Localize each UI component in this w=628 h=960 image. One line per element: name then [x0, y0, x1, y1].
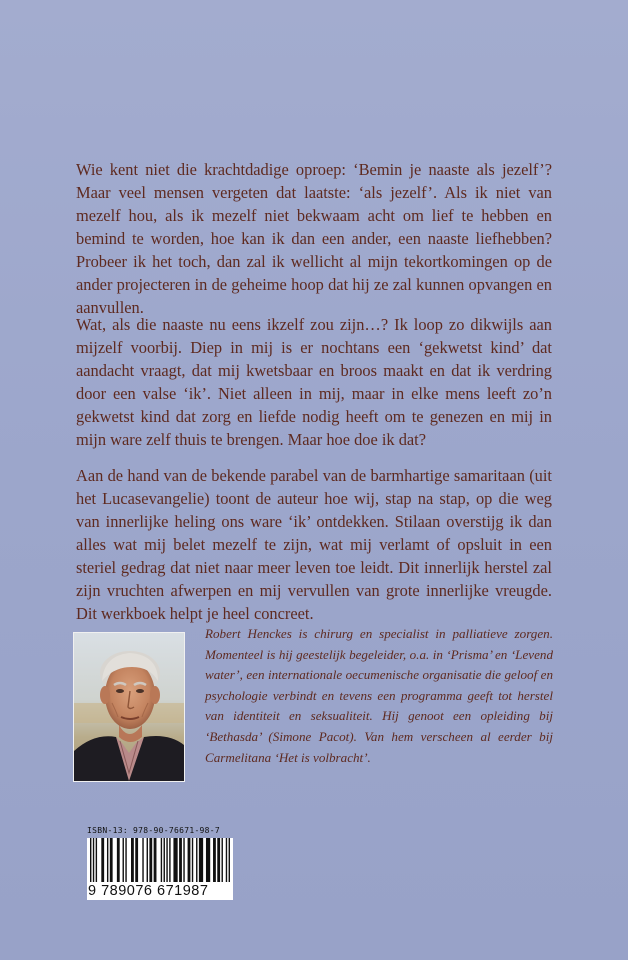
barcode-digits: 9 789076 671987	[87, 882, 233, 900]
isbn-label: ISBN-13: 978-90-76671-98-7	[87, 826, 221, 835]
blurb-paragraph-3: Aan de hand van de bekende parabel van de barmhartige samaritaan (uit het Lucasevangelie) toont de auteur hoe wij, stap na stap, op die weg van innerlijke heling ons ware ‘ik’ ontdekken. Stilaan overstijg ik dan alles wat mij belet mezelf te zijn, wat mij verlamt of opsluit in een steriel gedrag dat niet naar meer leven toe leidt. Dit innerlijk herstel zal zijn vruchten afwerpen en mij vervullen van grote innerlijke vreugde. Dit werkboek helpt je heel concreet.	[76, 466, 552, 623]
barcode-image	[87, 838, 233, 884]
author-photo	[73, 632, 185, 782]
blurb-paragraph-2: Wat, als die naaste nu eens ikzelf zou zijn…? Ik loop zo dikwijls aan mijzelf voorbij. Diep in mij is er nochtans een ‘gekwetst kind’ dat aandacht vraagt, dat mij kwetsbaar en broos maakt en dat ik verdring door een valse ‘ik’. Niet alleen in mij, maar in elke mens leeft zo’n gekwetst kind dat zorg en liefde nodig heeft om te genezen en mij in mijn ware zelf thuis te brengen. Maar hoe doe ik dat?	[76, 315, 552, 449]
blurb-paragraph-1: Wie kent niet die krachtdadige oproep: ‘Bemin je naaste als jezelf’? Maar veel mensen vergeten dat laatste: ‘als jezelf’. Als ik niet van mezelf hou, als ik mezelf niet bekwaam acht om lief te hebben en bemind te worden, hoe kan ik dan een ander, een naaste liefhebben? Probeer ik het toch, dan zal ik wellicht al mijn tekortkomingen op de ander projecteren in de geheime hoop dat hij ze zal kunnen opvangen en aanvullen.	[76, 160, 552, 317]
isbn-barcode-block	[87, 826, 233, 902]
author-portrait-image	[74, 633, 184, 781]
author-bio: Robert Henckes is chirurg en specialist in palliatieve zorgen. Momenteel is hij geestelijk begeleider, o.a. in ‘Prisma’ en ‘Levend water’, een internationale oecumenische organisatie die geloof en psychologie verbindt en tevens een programma geeft tot herstel van identiteit en seksualiteit. Hij genoot een opleiding bij ‘Bethasda’ (Simone Pacot). Van hem verscheen al eerder bij Carmelitana ‘Het is volbracht’.	[205, 626, 553, 765]
